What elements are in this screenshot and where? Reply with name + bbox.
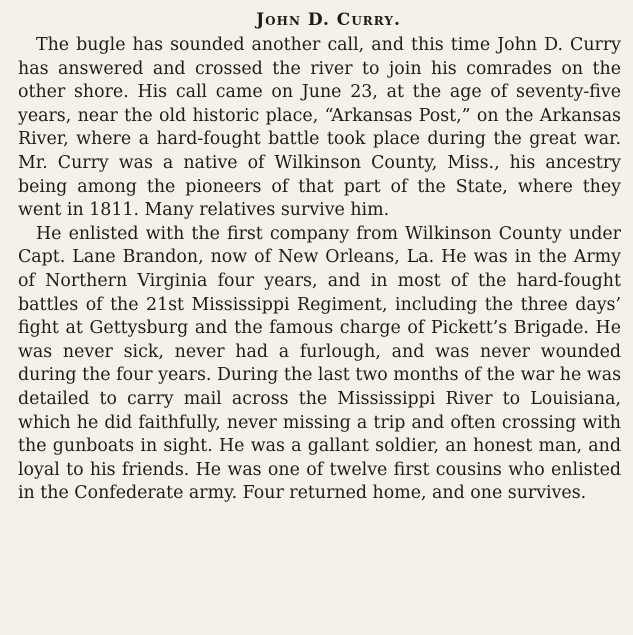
article-title: John D. Curry. xyxy=(256,10,401,30)
article-paragraph-2: He enlisted with the first company from Wilkinson County under Capt. Lane Brandon, now of New Orleans, La. He was in the Army of Northern Virginia four years, and in most of the hard-fought battles of the 21st Mississippi Regiment, including the three days’ fight at Gettysburg and the famous charge of Pickett’s Brigade. He was never sick, never had a furlough, and was never wounded during the four years. During the last two months of the war he was detailed to carry mail across the Mississippi River to Louisiana, which he did faithfully, never missing a trip and often crossing with the gunboats in sight. He was a gallant soldier, an honest man, and loyal to his friends. He was one of twelve first cousins who enlisted in the Confederate army. Four returned home, and one survives. xyxy=(18,223,621,504)
article-paragraph-1: The bugle has sounded another call, and this time John D. Curry has answered and crossed the river to join his comrades on the other shore. His call came on June 23, at the age of seventy-five years, near the old historic place, “Arkansas Post,” on the Arkansas River, where a hard-fought battle took place during the great war. Mr. Curry was a native of Wilkinson County, Miss., his ancestry being among the pioneers of that part of the State, where they went in 1811. Many relatives survive him. xyxy=(18,35,621,221)
